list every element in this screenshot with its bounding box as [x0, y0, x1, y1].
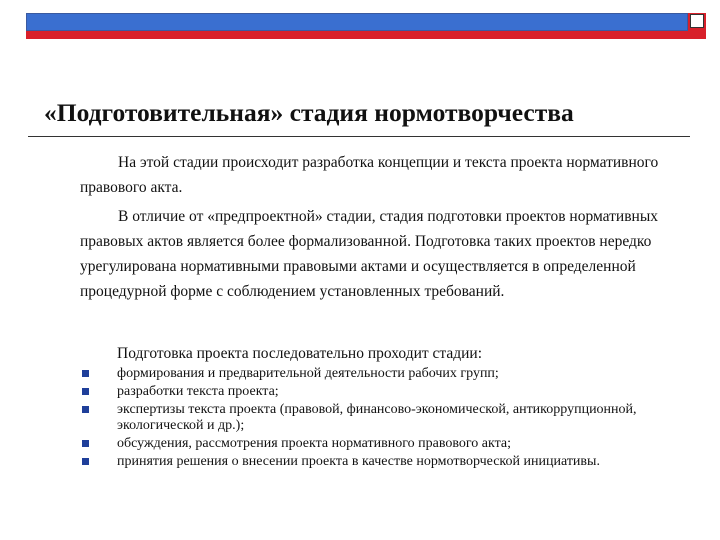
slide-title: «Подготовительная» стадия нормотворчества — [44, 98, 574, 127]
stage-text: обсуждения, рассмотрения проекта нормативного правового акта; — [117, 436, 511, 451]
stage-text: формирования и предварительной деятельности рабочих групп; — [117, 366, 499, 381]
title-divider — [28, 136, 690, 137]
list-item — [82, 454, 682, 470]
stages-list — [82, 366, 682, 472]
paragraph-concept: На этой стадии происходит разработка концепции и текста проекта нормативного правового акта. — [80, 154, 659, 196]
stage-text: принятия решения о внесении проекта в качестве нормотворческой инициативы. — [117, 454, 600, 469]
stage-text: разработки текста проекта; — [117, 384, 279, 399]
list-item — [82, 402, 682, 434]
stage-text: экспертизы текста проекта (правовой, финансово-экономической, антикоррупционной, экологической и др.); — [117, 402, 637, 433]
slide-body — [80, 150, 685, 304]
square-bullet-icon — [82, 440, 89, 447]
paragraph-formalization: В отличие от «предпроектной» стадии, стадия подготовки проектов нормативных правовых актов является более формализованной. Подготовка таких проектов нередко урегулирована нормативными правовыми актами и осуществляется в определенной процедурной форме с соблюдением установленных требований. — [80, 208, 658, 300]
header-red-bar — [26, 31, 688, 39]
list-item — [82, 366, 682, 382]
header-blue-bar — [26, 13, 688, 31]
square-bullet-icon — [82, 388, 89, 395]
square-bullet-icon — [82, 458, 89, 465]
stages-intro: Подготовка проекта последовательно проходит стадии: — [117, 345, 483, 362]
square-bullet-icon — [82, 370, 89, 377]
list-item — [82, 384, 682, 400]
list-item — [82, 436, 682, 452]
header-outline-square — [690, 14, 704, 28]
square-bullet-icon — [82, 406, 89, 413]
